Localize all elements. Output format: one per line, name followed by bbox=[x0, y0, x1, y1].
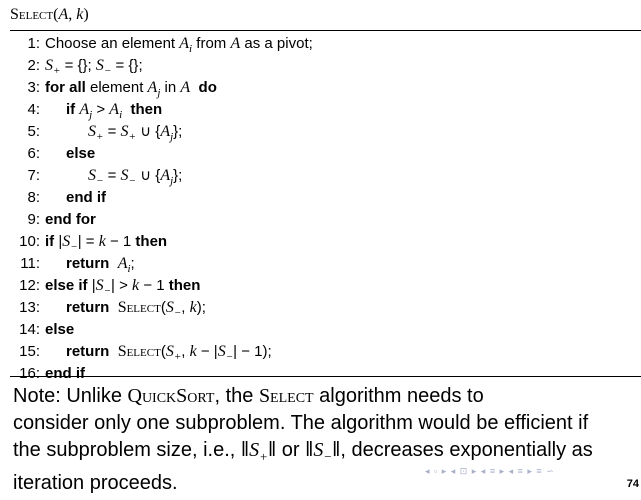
line-text: for all element $A_j$ in A do bbox=[45, 79, 217, 100]
line-text: Choose an element $A_i$ from A as a pivot; bbox=[45, 35, 313, 56]
line-number: 5: bbox=[27, 123, 40, 140]
line-text: if $|S_-| = k - 1$ then bbox=[45, 233, 168, 254]
line-number: 6: bbox=[27, 145, 40, 162]
line-number: 1: bbox=[27, 35, 40, 52]
line-text: else bbox=[66, 145, 96, 162]
line-text: else if $|S_-| > k - 1$ then bbox=[45, 277, 201, 298]
line-number: 7: bbox=[27, 167, 40, 184]
line-number: 3: bbox=[27, 79, 40, 96]
line-number: 8: bbox=[27, 189, 40, 206]
line-text: $S_+$ = {}; $S_-$ = {}; bbox=[45, 57, 143, 78]
line-text: else bbox=[45, 321, 75, 338]
line-number: 15: bbox=[19, 343, 40, 360]
line-text: return $Select(S_-$, k); bbox=[66, 299, 206, 320]
algorithm-box bbox=[8, 4, 641, 380]
page-number: 74 bbox=[626, 478, 639, 490]
line-text: return $A_i$; bbox=[66, 255, 135, 276]
algorithm-title: Select(A, k) bbox=[10, 4, 641, 31]
line-number: 9: bbox=[27, 211, 40, 228]
line-text: end if bbox=[45, 365, 85, 382]
line-number: 14: bbox=[19, 321, 40, 338]
note-paragraph bbox=[13, 383, 637, 497]
beamer-navigation-bar[interactable]: ◂ ▫ ▸ ◂ ⊡ ▸ ◂ ≡ ▸ ◂ ≡ ▸ ≡ ∽ bbox=[425, 466, 555, 476]
line-number: 2: bbox=[27, 57, 40, 74]
line-number: 10: bbox=[19, 233, 40, 250]
note-line-3: the subproblem size, i.e., $‖S_+‖$ or $‖S_-‖$, decreases exponentially as bbox=[13, 439, 593, 464]
line-text: return $Select(S_+$, $k - |S_-| - 1$); bbox=[66, 343, 272, 364]
line-number: 4: bbox=[27, 101, 40, 118]
line-number: 11: bbox=[20, 255, 40, 272]
line-text: $S_- = S_-$ ∪ $\{A_j\}$; bbox=[88, 167, 183, 188]
line-text: $S_+ = S_+$ ∪ $\{A_j\}$; bbox=[88, 123, 183, 144]
note-line-1: Note: Unlike QuickSort, the Select algorithm needs to bbox=[13, 385, 484, 407]
line-text: end if bbox=[66, 189, 106, 206]
note-line-2: consider only one subproblem. The algorithm would be efficient if bbox=[13, 412, 589, 434]
line-number: 16: bbox=[19, 365, 40, 382]
line-text: end for bbox=[45, 211, 96, 228]
note-line-4: iteration proceeds. bbox=[13, 472, 178, 494]
algorithm-bottom-rule bbox=[10, 376, 641, 377]
line-text: if $A_j > A_i$ then bbox=[66, 101, 163, 122]
line-number: 13: bbox=[19, 299, 40, 316]
line-number: 12: bbox=[19, 277, 40, 294]
